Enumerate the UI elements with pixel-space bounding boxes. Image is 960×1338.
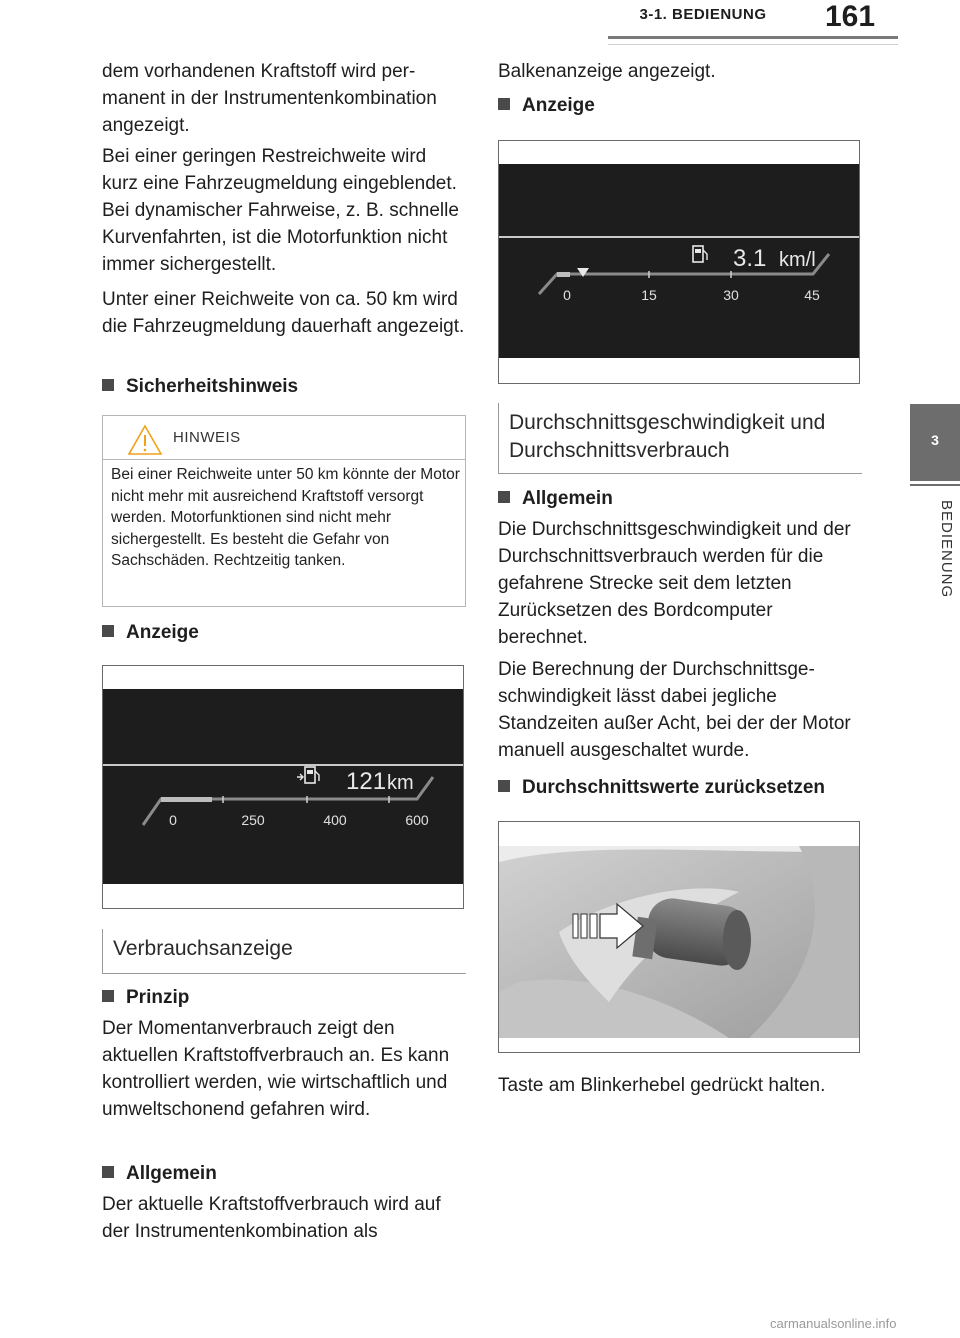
header-rule	[608, 36, 898, 39]
consumption-value: 3.1	[733, 245, 767, 272]
heading-display-right	[498, 93, 595, 119]
warning-triangle-icon	[127, 424, 163, 456]
heading-display-right-text: Anzeige	[522, 95, 595, 116]
fuel-pump-icon	[297, 767, 319, 783]
consumption-unit: km/l	[779, 249, 816, 271]
consumption-tick-label: 15	[641, 287, 657, 303]
footer-watermark: carmanualsonline.info	[770, 1316, 897, 1331]
paragraph-range-50km: Unter einer Reichweite von ca. 50 km wird die Fahrzeugmeldung dauerhaft angezeigt.	[102, 289, 465, 337]
bullet-square	[498, 780, 510, 792]
heading-safety-text: Sicherheitshinweis	[126, 376, 299, 397]
caption-text: Durchschnittsgeschwindigkeit und Durchschnittsverbrauch	[509, 411, 826, 462]
page-number: 161	[824, 0, 876, 33]
heading-general-right	[498, 486, 613, 512]
heading-display-left	[102, 620, 199, 646]
warning-text: Bei einer Reichweite unter 50 km könnte der Motor nicht mehr mit ausreichend Kraftstoff versorgt werden. Motorfunktionen sind nicht mehr sichergestellt. Es besteht die Gefahr von Sachschäden. Rechtzeitig tanken.	[111, 466, 460, 569]
range-value: 121	[346, 768, 387, 795]
caption-average-display	[498, 403, 862, 474]
bullet-square	[102, 379, 114, 391]
consumption-gauge-fill	[557, 272, 570, 277]
warning-box	[102, 415, 466, 607]
heading-safety	[102, 374, 298, 400]
consumption-tick-label: 45	[804, 287, 820, 303]
range-display-figure	[102, 665, 464, 909]
consumption-tick-label: 0	[563, 287, 571, 303]
warning-divider	[103, 459, 465, 460]
bullet-square	[498, 491, 510, 503]
consumption-gauge	[499, 164, 859, 358]
section-title: 3-1. BEDIENUNG	[639, 6, 767, 23]
bullet-square	[498, 98, 510, 110]
heading-reset	[498, 775, 825, 801]
paragraph-fuel-display: dem vorhandenen Kraftstoff wird permanent in der Instrumentenkombination angezeigt.	[102, 61, 437, 136]
header-rule-thin	[608, 44, 898, 45]
consumption-tick-label: 30	[723, 287, 739, 303]
consumption-display-figure	[498, 140, 860, 384]
range-tick-label: 250	[241, 812, 265, 828]
heading-general-left-text: Allgemein	[126, 1163, 217, 1184]
chapter-tab-rule	[910, 484, 960, 486]
heading-display-left-text: Anzeige	[126, 622, 199, 643]
paragraph-reset-instruction: Taste am Blinkerhebel gedrückt halten.	[498, 1075, 826, 1096]
range-tick-label: 0	[169, 812, 177, 828]
bullet-square	[102, 990, 114, 1002]
bullet-square	[102, 1166, 114, 1178]
paragraph-principle: Der Momentanverbrauch zeigt den aktuellen Kraftstoffverbrauch an. Es kann kontrolliert werden, wie wirtschaftlich und umweltschonend gefahren wird.	[102, 1018, 450, 1120]
paragraph-continued: Balkenanzeige angezeigt.	[498, 61, 716, 82]
paragraph-general-left: Der aktuelle Kraftstoffverbrauch wird auf der Instrumentenkombination als	[102, 1194, 441, 1242]
heading-general-left	[102, 1161, 217, 1187]
turn-signal-lever-photo	[498, 821, 860, 1053]
lever-illustration	[499, 822, 859, 1052]
range-display-screen	[103, 689, 463, 884]
range-gauge-fill	[161, 797, 212, 802]
paragraph-general-right-1: Die Durchschnittsgeschwindigkeit und der Durchschnittsverbrauch werden für die gefahrene Strecke seit dem letzten Zurücksetzen des Bordcomputer berechnet.	[498, 519, 851, 648]
bullet-square	[102, 625, 114, 637]
consumption-display-screen	[499, 164, 859, 358]
range-gauge	[103, 689, 463, 884]
heading-principle	[102, 985, 189, 1011]
paragraph-general-right-2: Die Berechnung der Durchschnittsgeschwindigkeit lässt dabei jegliche Standzeiten außer Acht, bei der der Motor manuell ausgeschaltet wurde.	[498, 659, 851, 761]
range-tick-label: 400	[323, 812, 347, 828]
paragraph-low-range: Bei einer geringen Restreichweite wird kurz eine Fahrzeugmeldung eingeblendet. Bei dynamischer Fahrweise, z. B. schnelle Kurvenfahrten, ist die Motorfunktion nicht immer sichergestellt.	[102, 146, 459, 275]
heading-general-right-text: Allgemein	[522, 488, 613, 509]
caption-consumption-display	[102, 929, 466, 974]
heading-principle-text: Prinzip	[126, 987, 190, 1008]
warning-title: HINWEIS	[173, 429, 241, 446]
heading-reset-text: Durchschnittswerte zurücksetzen	[522, 777, 826, 798]
fuel-pump-icon	[693, 246, 707, 262]
range-tick-label: 600	[405, 812, 429, 828]
range-unit: km	[387, 772, 414, 794]
chapter-tab-number: 3	[931, 432, 939, 448]
chapter-tab-label: BEDIENUNG	[938, 500, 955, 599]
caption-text: Verbrauchsanzeige	[113, 937, 293, 960]
